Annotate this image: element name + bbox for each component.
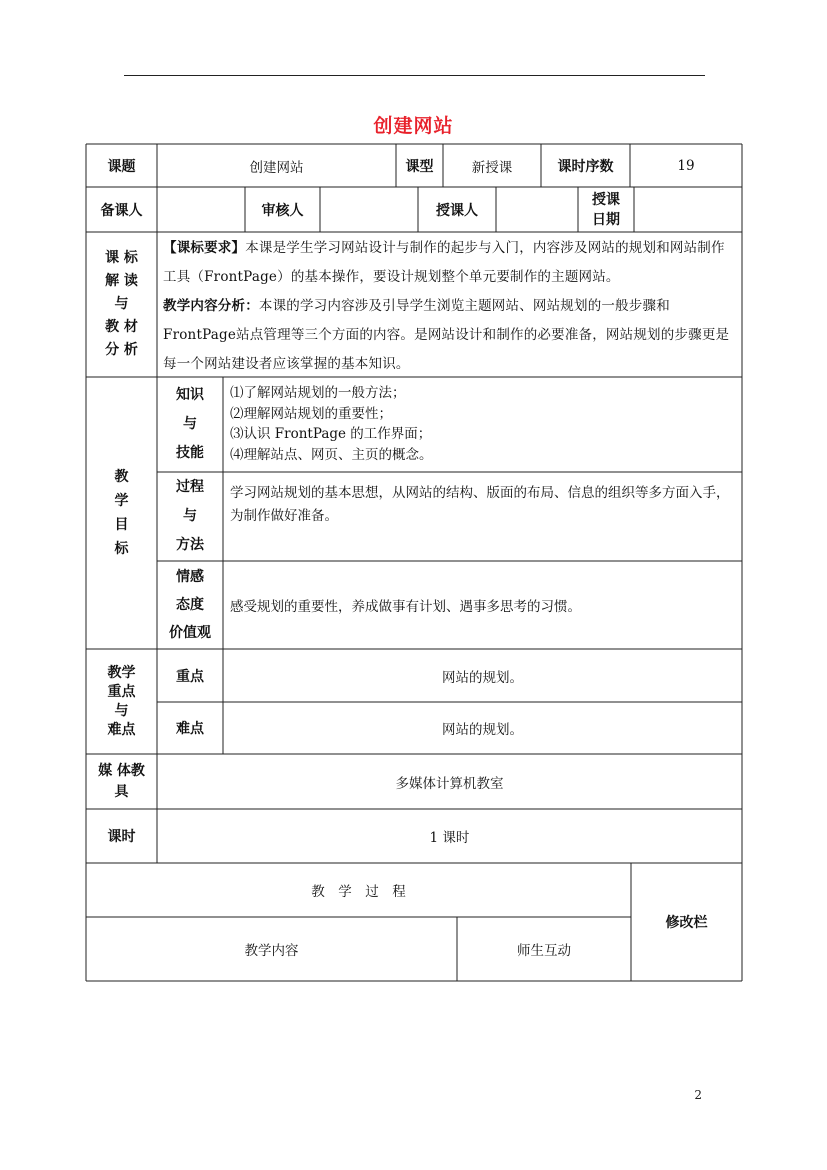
curriculum-requirement: 【课标要求】本课是学生学习网站设计与制作的起步与入门，内容涉及网站的规划和网站制作工具（FrontPage）的基本操作，要设计规划整个单元要制作的主题网站。 xyxy=(163,240,725,285)
preparer-value xyxy=(157,187,245,232)
list-item: ⑵理解网站规划的重要性； xyxy=(230,405,392,422)
knowledge-list xyxy=(230,383,738,469)
focus-label: 教学 重点 与 难点 xyxy=(107,664,136,738)
revision-column-label: 修改栏 xyxy=(665,915,708,931)
reviewer-value xyxy=(320,187,418,232)
attitude-text: 感受规划的重要性，养成做事有计划、遇事多思考的习惯。 xyxy=(230,599,581,615)
media-label: 媒 体教 具 xyxy=(98,762,145,800)
list-item: ⑴了解网站规划的一般方法； xyxy=(230,385,406,401)
key-point-value: 网站的规划。 xyxy=(442,669,523,686)
content-analysis: 教学内容分析：本课的学习内容涉及引导学生浏览主题网站、网站规划的一般步骤和FrontPage站点管理等三个方面的内容。是网站设计和制作的必要准备，网站规划的步骤更是每一个网站建设者应该掌握的基本知识。 xyxy=(163,298,730,372)
topic-label: 课题 xyxy=(107,158,136,175)
attitude-label: 情感 态度 价值观 xyxy=(169,569,211,641)
header-rule xyxy=(124,75,705,76)
date-value xyxy=(634,187,742,232)
knowledge-label: 知识 与 技能 xyxy=(176,387,204,461)
list-item: ⑷理解站点、网页、主页的概念。 xyxy=(230,446,433,463)
hours-value: 1 课时 xyxy=(429,830,470,846)
seq-value: 19 xyxy=(677,157,695,174)
analysis-label: 课 标 解 读 与 教 材 分 析 xyxy=(105,250,138,358)
reviewer-label: 审核人 xyxy=(261,202,304,219)
page-number: 2 xyxy=(694,1088,702,1102)
interaction-column-label: 师生互动 xyxy=(517,943,571,959)
list-item: ⑶认识 FrontPage 的工作界面； xyxy=(230,426,432,442)
objectives-label: 教 学 目 标 xyxy=(114,469,129,557)
topic-value: 创建网站 xyxy=(249,159,304,176)
document-title: 创建网站 xyxy=(373,115,454,137)
seq-label: 课时序数 xyxy=(557,158,614,175)
process-text: 学习网站规划的基本思想，从网站的结构、版面的布局、信息的组织等多方面入手，为制作做好准备。 xyxy=(230,485,730,524)
hours-label: 课时 xyxy=(107,829,136,845)
media-value: 多媒体计算机教室 xyxy=(395,775,504,792)
difficulty-value: 网站的规划。 xyxy=(442,722,523,738)
process-heading: 教 学 过 程 xyxy=(311,884,406,900)
type-value: 新授课 xyxy=(471,159,513,176)
process-label: 过程 与 方法 xyxy=(176,479,204,553)
teacher-value xyxy=(496,187,578,232)
type-label: 课型 xyxy=(405,158,434,175)
teacher-label: 授课人 xyxy=(436,202,478,219)
key-point-label: 重点 xyxy=(176,668,204,685)
content-column-label: 教学内容 xyxy=(244,943,299,959)
difficulty-label: 难点 xyxy=(176,721,204,737)
preparer-label: 备课人 xyxy=(100,202,143,219)
analysis-content xyxy=(163,234,738,375)
date-label: 授课 日期 xyxy=(592,191,620,228)
